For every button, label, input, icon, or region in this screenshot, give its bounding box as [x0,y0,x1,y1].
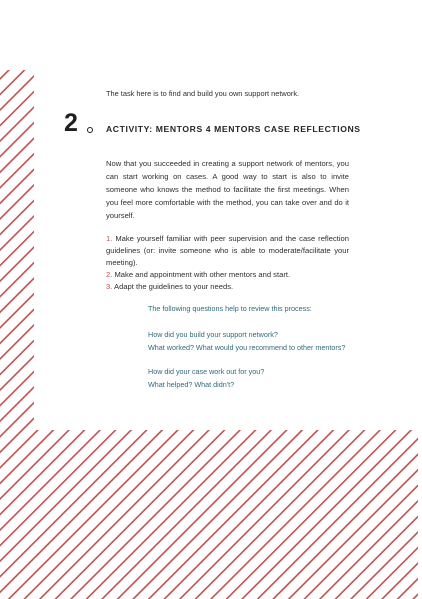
list-item [106,233,349,269]
question-group-case [148,365,264,391]
list-item-text: Adapt the guidelines to your needs. [114,282,234,291]
question-group-network [148,328,345,354]
question-line: What helped? What didn't? [148,380,235,389]
list-item-text: Make yourself familiar with peer supervision and the case reflection guidelines (or: invite someone who is able to moderate/facilitate your meeting). [106,234,349,267]
step-number: 2 [64,109,78,137]
question-line: How did your case work out for you? [148,367,265,376]
list-item-number: 3. [106,282,113,291]
list-item-text: Make and appointment with other mentors and start. [114,270,291,279]
step-list [106,233,349,293]
activity-heading: ACTIVITY: MENTORS 4 MENTORS CASE REFLECTIONS [106,124,361,134]
list-item-number: 1. [106,234,113,243]
questions-intro: The following questions help to review this process: [148,304,312,313]
list-item [106,281,349,293]
body-paragraph: Now that you succeeded in creating a support network of mentors, you can start working on cases. A good way to start is also to invite someone who knows the method to facilitate the first meetings. When you feel more comfortable with the method, you can take over and do it yourself. [106,159,349,220]
list-item-number: 2. [106,270,113,279]
step-number-circle-icon [87,127,93,133]
question-line: How did you build your support network? [148,330,278,339]
question-line: What worked? What would you recommend to other mentors? [148,343,346,352]
list-item [106,269,349,281]
intro-text: The task here is to find and build you own support network. [106,89,300,98]
